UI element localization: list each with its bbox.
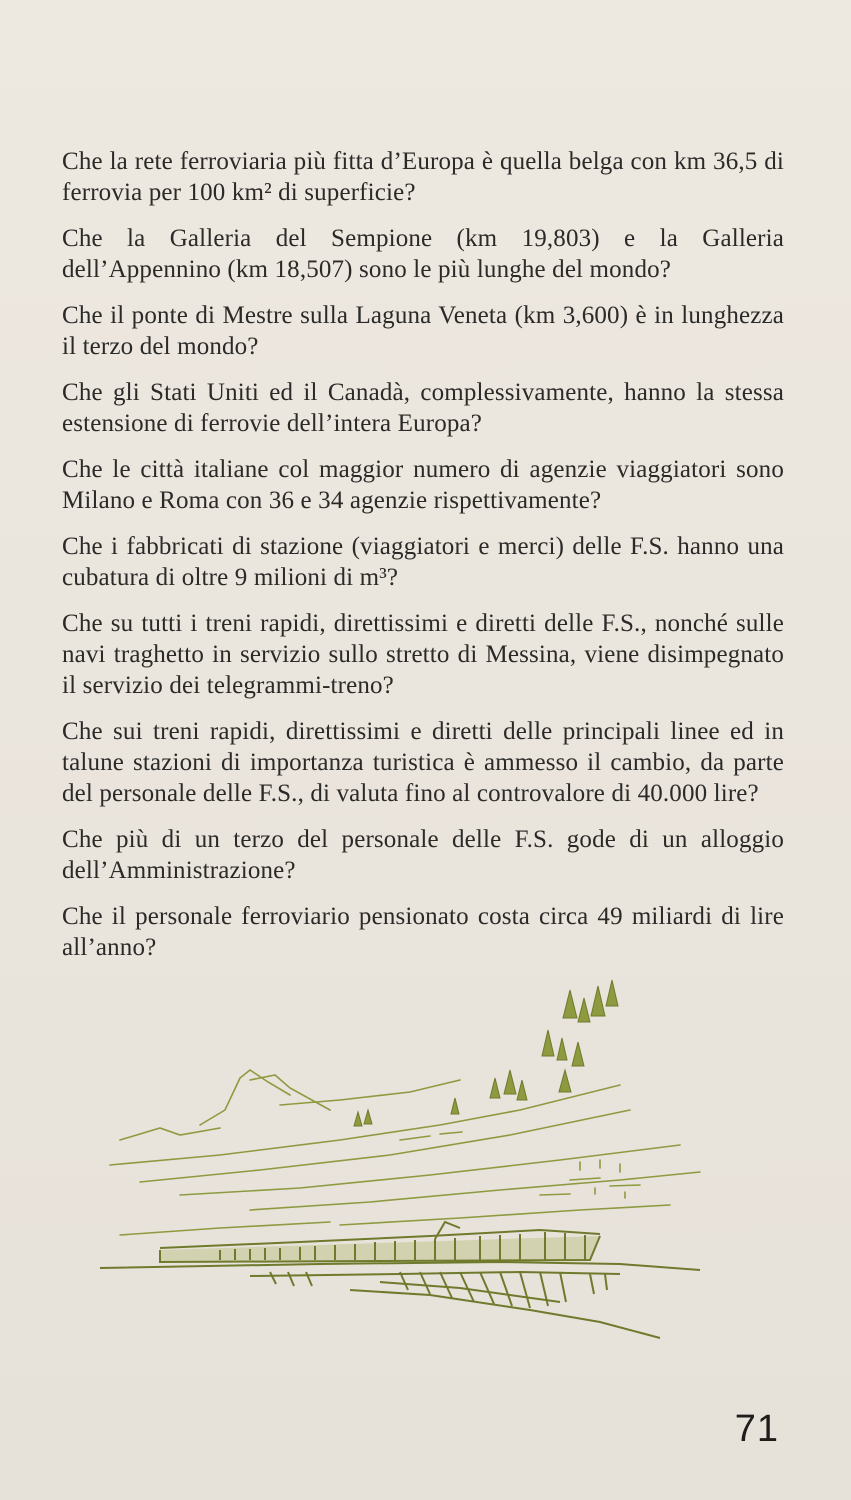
tree	[451, 1098, 459, 1114]
tree	[578, 998, 590, 1022]
tree	[557, 1038, 567, 1060]
paragraph-2: Che la Galleria del Sempione (km 19,803) e la Galleria dell’Appennino (km 18,507) sono le più lunghe del mondo?	[62, 225, 784, 283]
paragraph-9: Che più di un terzo del personale delle F.S. gode di un alloggio dell’Amministrazione?	[62, 826, 784, 884]
track-rail	[100, 1262, 700, 1270]
tree	[504, 1070, 516, 1094]
tree	[542, 1030, 554, 1056]
mountain-line	[120, 1128, 220, 1140]
page-number: 71	[734, 1408, 779, 1450]
track-line	[350, 1290, 660, 1338]
hill-line	[140, 1110, 630, 1182]
track-sleepers	[270, 1272, 607, 1308]
paragraph-6: Che i fabbricati di stazione (viaggiatori e merci) delle F.S. hanno una cubatura di oltre 9 milioni di m³?	[62, 533, 784, 591]
train-landscape-illustration	[100, 950, 710, 1350]
mountain-line	[280, 1080, 460, 1105]
paragraph-4: Che gli Stati Uniti ed il Canadà, complessivamente, hanno la stessa estensione di ferrovie dell’intera Europa?	[62, 379, 784, 437]
tree	[606, 980, 618, 1006]
hill-line	[250, 1172, 700, 1210]
hill-line	[340, 1205, 670, 1225]
hill-line	[120, 1222, 330, 1235]
tree	[563, 990, 577, 1018]
tree	[364, 1110, 372, 1124]
paragraph-3: Che il ponte di Mestre sulla Laguna Veneta (km 3,600) è in lunghezza il terzo del mondo?	[62, 302, 784, 360]
paragraph-1: Che la rete ferroviaria più fitta d’Europa è quella belga con km 36,5 di ferrovia per 100 km² di superficie?	[62, 148, 784, 206]
mountain-line	[200, 1070, 290, 1125]
tree	[591, 986, 605, 1016]
tree	[517, 1080, 527, 1100]
tree	[559, 1070, 571, 1092]
tree	[572, 1042, 584, 1066]
paragraph-5: Che le città italiane col maggior numero di agenzie viaggiatori sono Milano e Roma con 36 e 34 agenzie rispettivamente?	[62, 456, 784, 514]
text-block	[62, 146, 784, 978]
field-dash	[400, 1132, 640, 1195]
paragraph-8: Che sui treni rapidi, direttissimi e diretti delle principali linee ed in talune stazioni di importanza turistica è ammesso il cambio, da parte del personale delle F.S., di valuta fino al controvalore di 40.000 lire?	[62, 718, 784, 807]
tree	[490, 1078, 500, 1098]
paragraph-10: Che il personale ferroviario pensionato costa circa 49 miliardi di lire all’anno?	[62, 903, 784, 961]
train	[100, 1222, 700, 1338]
paragraph-7: Che su tutti i treni rapidi, direttissimi e diretti delle F.S., nonché sulle navi traghetto in servizio sullo stretto di Messina, viene disimpegnato il servizio dei telegrammi-treno?	[62, 610, 784, 699]
tree	[354, 1112, 362, 1126]
train-body	[160, 1236, 600, 1262]
